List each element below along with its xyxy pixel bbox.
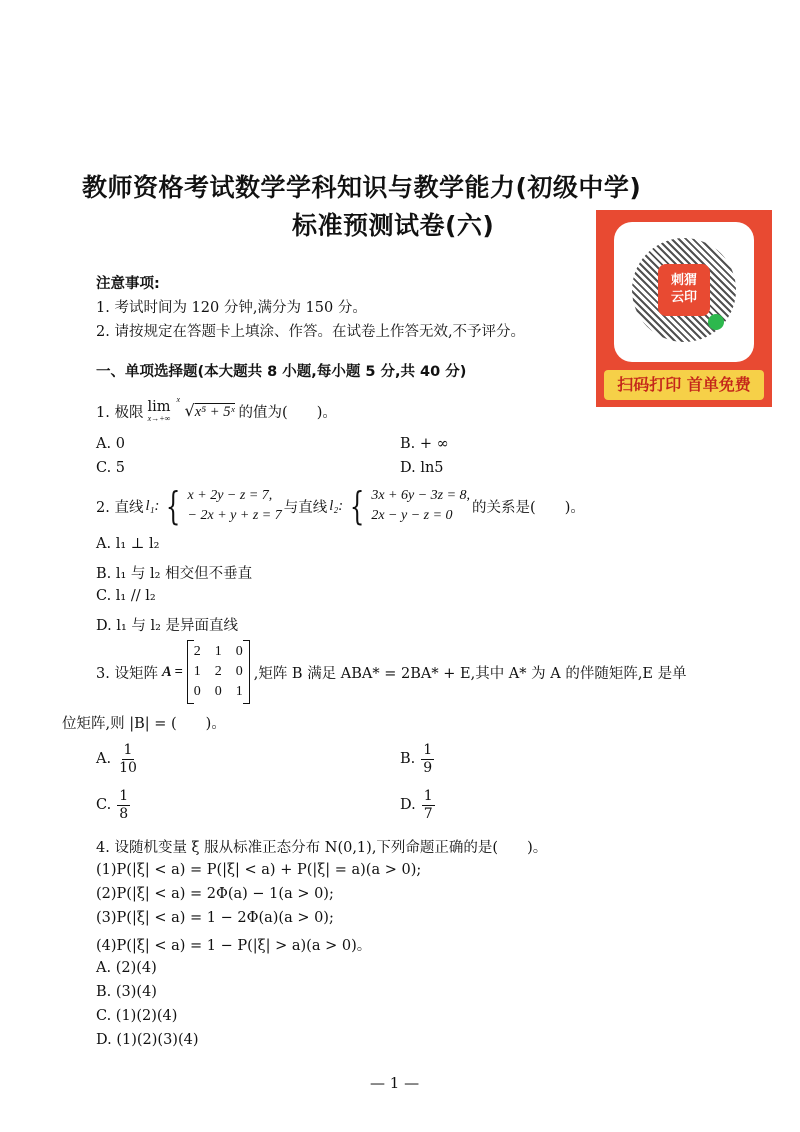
notice-item-1: 1. 考试时间为 120 分钟,满分为 150 分。 <box>96 300 367 316</box>
q4-option-a: A. (2)(4) <box>96 960 157 976</box>
q1-option-a: A. 0 <box>96 436 125 452</box>
q2-sys1-eq2: − 2x + y + z = 7 <box>187 508 282 523</box>
q2-system-1 <box>188 486 282 526</box>
qr-logo <box>658 264 710 316</box>
q1-root-index: x <box>176 395 181 405</box>
frac-den: 10 <box>119 759 137 776</box>
q3-line2: 位矩阵,则 |B| = ( )。 <box>62 716 226 732</box>
matrix-cell: 1 <box>193 664 201 679</box>
option-label: D. <box>400 797 416 814</box>
q4-option-c: C. (1)(2)(4) <box>96 1008 178 1024</box>
qr-card <box>614 222 754 362</box>
q2-option-d: D. l₁ 与 l₂ 是异面直线 <box>96 618 239 634</box>
question-1: 1. 极限 lim x→+∞ x √x⁵ + 5ˣ 的值为( )。 <box>96 395 337 423</box>
frac-num: 1 <box>123 742 133 758</box>
question-3 <box>96 640 687 704</box>
q4-option-b: B. (3)(4) <box>96 984 157 1000</box>
frac-num: 1 <box>119 788 129 804</box>
frac-den: 8 <box>119 805 129 822</box>
q4-option-d: D. (1)(2)(3)(4) <box>96 1032 199 1048</box>
page-subtitle: 标准预测试卷(六) <box>292 211 495 240</box>
q3-option-b <box>400 742 434 777</box>
matrix-cell: 1 <box>214 644 222 659</box>
matrix-cell: 2 <box>214 664 222 679</box>
page-number: — 1 — <box>370 1074 420 1092</box>
matrix-cell: 1 <box>235 684 243 699</box>
q3-option-a <box>96 742 139 777</box>
q3-matrix-name: A = <box>161 663 183 680</box>
q1-option-d: D. ln5 <box>400 460 444 476</box>
qr-logo-line1: 刺猬 <box>670 273 697 288</box>
matrix-cell: 0 <box>235 644 243 659</box>
q1-lim: lim <box>147 399 171 415</box>
question-2: 2. 直线 l₁: { x + 2y − z = 7, − 2x + y + z = 7 与直线 l₂: { 3x + 6y − 3z = 8, 2x − y − z = 0 的关系是( )。 <box>96 484 585 528</box>
q1-prefix: 1. 极限 <box>96 404 144 421</box>
q3-matrix <box>187 640 250 704</box>
question-4: 4. 设随机变量 ξ 服从标准正态分布 N(0,1),下列命题正确的是( )。 <box>96 840 548 856</box>
q3-option-c <box>96 788 130 823</box>
option-label: A. <box>96 751 112 768</box>
qr-banner[interactable]: 扫码打印 首单免费 <box>604 370 764 400</box>
q2-suffix: 的关系是( )。 <box>472 499 585 516</box>
q3-prefix: 3. 设矩阵 <box>96 665 158 682</box>
qr-logo-line2: 云印 <box>670 290 697 305</box>
matrix-cell: 0 <box>193 684 201 699</box>
q2-l1: l₁: <box>145 497 160 514</box>
q3-rest: ,矩阵 B 满足 ABA* = 2BA* + E,其中 A* 为 A 的伴随矩阵,E 是单 <box>253 665 687 682</box>
q3-option-d <box>400 788 435 823</box>
matrix-cell: 0 <box>235 664 243 679</box>
q4-prop-1: (1)P(|ξ| < a) = P(|ξ| < a) + P(|ξ| = a)(a > 0); <box>96 862 422 878</box>
q2-mid: 与直线 <box>283 499 328 516</box>
q1-suffix: 的值为( )。 <box>238 404 337 421</box>
q2-option-c: C. l₁ // l₂ <box>96 588 156 604</box>
q2-system-2 <box>371 486 470 526</box>
matrix-cell: 0 <box>214 684 222 699</box>
q1-radicand: x⁵ + 5ˣ <box>194 404 235 421</box>
section-heading: 一、单项选择题(本大题共 8 小题,每小题 5 分,共 40 分) <box>96 364 467 380</box>
q2-option-b: B. l₁ 与 l₂ 相交但不垂直 <box>96 566 253 582</box>
q2-sys2-eq2: 2x − y − z = 0 <box>371 508 453 523</box>
matrix-cell: 2 <box>193 644 201 659</box>
frac-num: 1 <box>423 788 433 804</box>
qr-ad[interactable] <box>596 210 772 407</box>
frac-num: 1 <box>423 742 433 758</box>
q2-option-a: A. l₁ ⊥ l₂ <box>96 536 160 552</box>
notice-item-2: 2. 请按规定在答题卡上填涂、作答。在试卷上作答无效,不予评分。 <box>96 324 526 340</box>
frac-den: 7 <box>423 805 433 822</box>
option-label: B. <box>400 751 416 768</box>
page-title: 教师资格考试数学学科知识与教学能力(初级中学) <box>82 173 642 202</box>
q2-prefix: 2. 直线 <box>96 499 144 516</box>
q2-sys2-eq1: 3x + 6y − 3z = 8, <box>371 488 471 503</box>
q1-option-c: C. 5 <box>96 460 126 476</box>
q1-lim-sub: x→+∞ <box>147 413 171 423</box>
option-label: C. <box>96 797 112 814</box>
q4-prop-4: (4)P(|ξ| < a) = 1 − P(|ξ| > a)(a > 0)。 <box>96 938 372 954</box>
mini-program-icon <box>708 314 724 330</box>
q4-prop-3: (3)P(|ξ| < a) = 1 − 2Φ(a)(a > 0); <box>96 910 334 926</box>
notice-heading: 注意事项: <box>96 276 160 292</box>
frac-den: 9 <box>423 759 433 776</box>
q4-prop-2: (2)P(|ξ| < a) = 2Φ(a) − 1(a > 0); <box>96 886 334 902</box>
q1-option-b: B. + ∞ <box>400 436 449 452</box>
q2-l2: l₂: <box>329 497 344 514</box>
q2-sys1-eq1: x + 2y − z = 7, <box>187 488 273 503</box>
